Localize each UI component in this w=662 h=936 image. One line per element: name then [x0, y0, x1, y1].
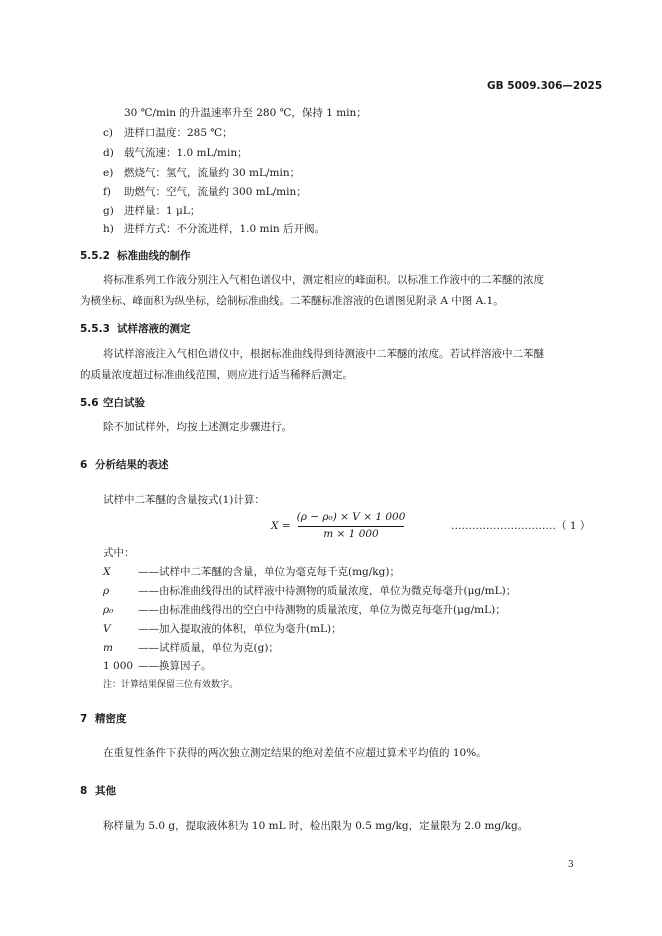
- section-number: 5.5.3: [80, 323, 110, 335]
- variable-symbol: m: [103, 642, 113, 654]
- variable-description: ——加入提取液的体积，单位为毫升(mL)；: [138, 623, 342, 635]
- list-item-text: 进样方式：不分流进样，1.0 min 后开阀。: [124, 223, 325, 235]
- list-item-text: 进样量：1 μL；: [124, 205, 201, 217]
- paragraph-line: 称样量为 5.0 g，提取液体积为 10 mL 时，检出限为 0.5 mg/kg，定量限为 2.0 mg/kg。: [103, 820, 529, 832]
- section-title: 其他: [95, 785, 116, 797]
- list-item-key: c): [103, 127, 113, 139]
- section-number: 7: [80, 713, 88, 725]
- formula-lhs: X =: [271, 520, 291, 532]
- paragraph-line: 为横坐标、峰面积为纵坐标，绘制标准曲线。二苯醚标准溶液的色谱图见附录 A 中图 A.1。: [80, 295, 504, 307]
- section-title: 分析结果的表述: [95, 459, 169, 471]
- list-item-key: g): [103, 205, 114, 217]
- formula-number: …………………………（ 1 ）: [451, 520, 591, 532]
- variable-symbol: ρ₀: [103, 604, 114, 616]
- list-item-key: f): [103, 186, 111, 198]
- list-item-text: 燃烧气：氢气，流量约 30 mL/min；: [124, 167, 301, 179]
- note: 注：计算结果保留三位有效数字。: [103, 680, 239, 690]
- variable-symbol: V: [103, 623, 111, 635]
- variable-symbol: 1 000: [103, 660, 134, 672]
- standard-number: GB 5009.306—2025: [487, 80, 603, 92]
- variable-description: ——试样中二苯醚的含量，单位为毫克每千克(mg/kg)；: [138, 566, 400, 578]
- paragraph-line: 将试样溶液注入气相色谱仪中，根据标准曲线得到待测液中二苯醚的浓度。若试样溶液中二苯醚: [103, 348, 544, 360]
- section-title: 试样溶液的测定: [117, 323, 191, 335]
- list-item-text: 进样口温度：285 ℃；: [124, 127, 233, 139]
- variable-symbol: X: [103, 566, 111, 578]
- section-number: 6: [80, 459, 88, 471]
- paragraph-line: 在重复性条件下获得的两次独立测定结果的绝对差值不应超过算术平均值的 10%。: [103, 747, 487, 759]
- variable-description: ——试样质量，单位为克(g)；: [138, 642, 279, 654]
- section-title: 标准曲线的制作: [117, 250, 191, 262]
- list-item-key: h): [103, 223, 114, 235]
- where-label: 式中：: [103, 547, 135, 559]
- paragraph-line: 的质量浓度超过标准曲线范围，则应进行适当稀释后测定。: [80, 369, 353, 381]
- oven-program-continuation: 30 ℃/min 的升温速率升至 280 ℃，保持 1 min；: [124, 107, 367, 119]
- page-number: 3: [568, 860, 574, 870]
- paragraph-line: 试样中二苯醚的含量按式(1)计算：: [103, 494, 265, 506]
- variable-symbol: ρ: [103, 585, 110, 597]
- section-title: 精密度: [95, 713, 127, 725]
- list-item-key: d): [103, 147, 114, 159]
- paragraph-line: 将标准系列工作液分别注入气相色谱仪中，测定相应的峰面积。以标准工作液中的二苯醚的浓度: [103, 274, 544, 286]
- section-title: 空白试验: [103, 397, 145, 409]
- variable-description: ——由标准曲线得出的空白中待测物的质量浓度，单位为微克每毫升(μg/mL)；: [138, 604, 506, 616]
- paragraph-line: 除不加试样外，均按上述测定步骤进行。: [103, 421, 292, 433]
- list-item-text: 助燃气：空气，流量约 300 mL/min；: [124, 186, 307, 198]
- formula-numerator: (ρ − ρ₀) × V × 1 000: [296, 511, 406, 523]
- list-item-text: 载气流速：1.0 mL/min；: [124, 147, 248, 159]
- list-item-key: e): [103, 167, 114, 179]
- fraction-bar: [298, 526, 404, 527]
- variable-description: ——由标准曲线得出的试样液中待测物的质量浓度，单位为微克每毫升(μg/mL)；: [138, 585, 517, 597]
- formula-denominator: m × 1 000: [323, 528, 379, 540]
- variable-description: ——换算因子。: [138, 660, 212, 672]
- section-number: 5.5.2: [80, 250, 110, 262]
- section-number: 8: [80, 785, 88, 797]
- section-number: 5.6: [80, 397, 99, 409]
